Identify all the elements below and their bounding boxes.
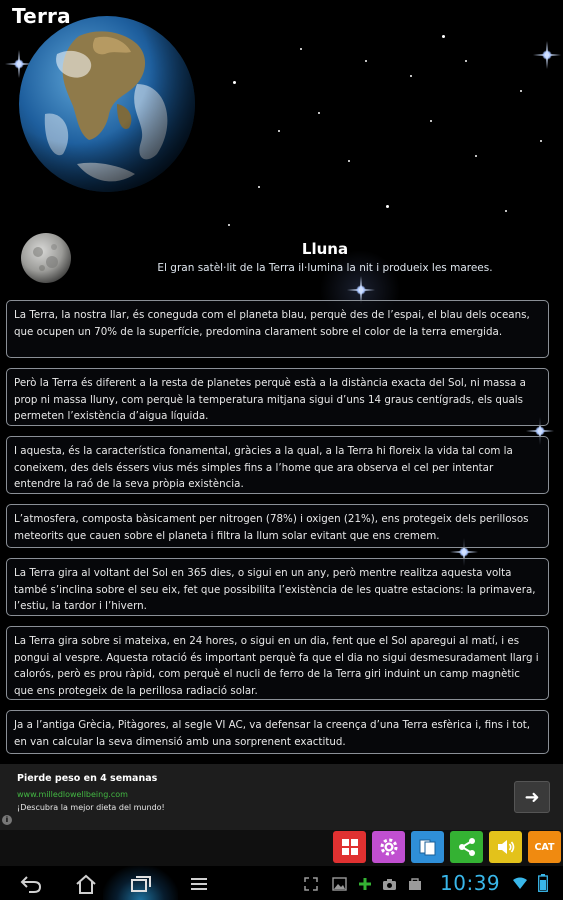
paragraph-text: La Terra gira sobre si mateixa, en 24 hores, o sigui en un dia, fent que el Sol aparegui al matí, i es pongui al vespre. Aquesta rotació és important perquè fa que el dia no sigui desmesuradament llarg i calorós, però es prou ràpid, com perquè el nucli de ferro de la Terra giri induint un camp magnètic que ens protegeix de la perillosa radiació solar. xyxy=(14,635,539,697)
fullscreen-icon xyxy=(304,877,318,891)
bag-icon xyxy=(408,877,422,891)
paragraph-text: La Terra gira al voltant del Sol en 365 dies, o sigui en un any, però mentre realitza aquesta volta també s’inclina sobre el seu eix, fet que possibilita l’existència de les quatre estacions: la primavera, l’estiu, la tardor i l’hivern. xyxy=(14,567,536,612)
paragraph-text: Però la Terra és diferent a la resta de planetes perquè està a la distància exacta del Sol, ni massa a prop ni massa lluny, com perquè la temperatura mitjana sigui d’uns 14 graus centígrads, els quals permeten l’existència d’aigua líquida. xyxy=(14,377,526,422)
paragraph-card xyxy=(6,558,549,616)
ad-subtitle[interactable]: ¡Descubra la mejor dieta del mundo! xyxy=(17,803,165,812)
paragraph-text: Ja a l’antiga Grècia, Pitàgores, al segle VI AC, va defensar la creença d’una Terra esfèrica i, fins i tot, en van calcular la seva dimensió amb una sorprenent exactitud. xyxy=(14,719,531,748)
star xyxy=(465,60,467,62)
wifi-icon xyxy=(512,876,528,890)
ad-open-button[interactable] xyxy=(514,781,550,813)
star xyxy=(233,81,236,84)
language-label: CAT xyxy=(534,841,555,853)
home-icon xyxy=(74,873,98,895)
status-clock: 10:39 xyxy=(440,871,501,895)
menu-button[interactable] xyxy=(187,871,211,897)
moon-title: Lluna xyxy=(301,240,349,258)
speaker-icon xyxy=(495,836,517,858)
star xyxy=(505,210,507,212)
star xyxy=(475,155,477,157)
star xyxy=(386,205,389,208)
paragraph-text: L’atmosfera, composta bàsicament per nitrogen (78%) i oxigen (21%), ens protegeix dels perillosos meteorits que cauen sobre el planeta i filtra la llum solar evitant que ens cremem. xyxy=(14,513,529,542)
back-button[interactable] xyxy=(17,871,45,897)
menu-icon xyxy=(189,874,209,894)
paragraph-card xyxy=(6,710,549,754)
star xyxy=(348,160,350,162)
ad-title[interactable]: Pierde peso en 4 semanas xyxy=(17,773,158,784)
copy-pages-button[interactable] xyxy=(411,831,444,863)
paragraph-text: La Terra, la nostra llar, és coneguda com el planeta blau, perquè des de l’espai, el blau dels oceans, que ocupen un 70% de la superfície, predomina clarament sobre el color de la terra emergida. xyxy=(14,309,530,338)
star xyxy=(318,112,320,114)
paragraph-card xyxy=(6,504,549,548)
star xyxy=(300,48,302,50)
star xyxy=(540,140,542,142)
gear-icon xyxy=(378,836,400,858)
star xyxy=(258,186,260,188)
paragraph-card xyxy=(6,436,549,494)
earth-image xyxy=(17,14,197,194)
arrow-right-icon: ➜ xyxy=(524,786,540,808)
paragraph-card xyxy=(6,626,549,700)
star xyxy=(442,35,445,38)
settings-button[interactable] xyxy=(372,831,405,863)
moon-description: El gran satèl·lit de la Terra il·lumina la nit i produeix les marees. xyxy=(157,262,493,274)
ad-url[interactable]: www.milledlowellbeing.com xyxy=(17,790,128,799)
grid-menu-button[interactable] xyxy=(333,831,366,863)
planet-title: Terra xyxy=(12,4,71,28)
star xyxy=(278,130,280,132)
share-button[interactable] xyxy=(450,831,483,863)
language-button[interactable] xyxy=(528,831,561,863)
pages-icon xyxy=(417,836,439,858)
share-icon xyxy=(456,836,478,858)
paragraph-text: I aquesta, és la característica fonamental, gràcies a la qual, a la Terra hi floreix la vida tal com la coneixem, des dels éssers vius més simples fins a l’home que ara observa el cel per intentar entendre la raó de la seva pròpia existència. xyxy=(14,445,513,490)
battery-icon xyxy=(538,874,548,892)
bright-star xyxy=(533,41,561,69)
star xyxy=(410,75,412,77)
star xyxy=(365,60,367,62)
grid-icon xyxy=(340,837,360,857)
recents-button[interactable] xyxy=(127,871,155,897)
paragraph-card xyxy=(6,300,549,358)
star xyxy=(228,224,230,226)
back-arrow-icon xyxy=(19,874,43,894)
gallery-icon xyxy=(332,877,347,891)
ad-info-icon[interactable]: i xyxy=(2,815,12,825)
camera-icon xyxy=(382,877,397,891)
plus-icon xyxy=(358,877,372,891)
star xyxy=(520,90,522,92)
sound-button[interactable] xyxy=(489,831,522,863)
recents-icon xyxy=(129,873,153,895)
paragraph-card xyxy=(6,368,549,426)
star xyxy=(430,120,432,122)
home-button[interactable] xyxy=(72,871,100,897)
